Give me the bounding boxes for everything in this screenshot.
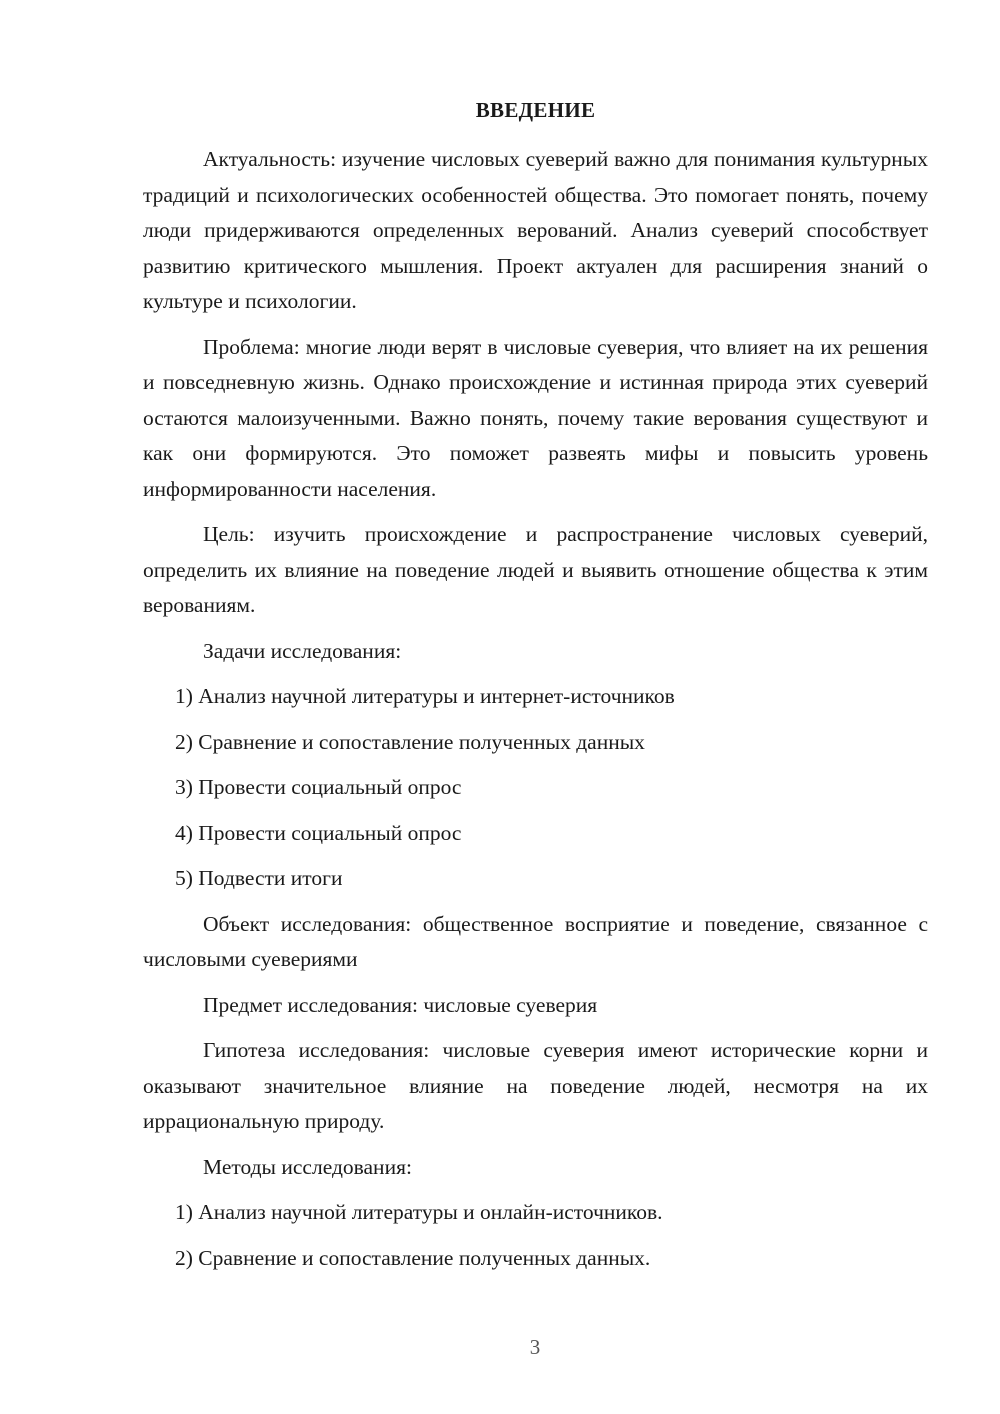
hypothesis-paragraph: Гипотеза исследования: числовые суеверия имеют исторические корни и оказывают значительное влияние на поведение людей, несмотря на их иррациональную природу. <box>143 1038 928 1133</box>
task-list-item: 2) Сравнение и сопоставление полученных данных <box>175 729 645 754</box>
method-list-item: 2) Сравнение и сопоставление полученных данных. <box>175 1245 651 1270</box>
document-body <box>143 142 928 1276</box>
subject-paragraph: Предмет исследования: числовые суеверия <box>203 992 598 1017</box>
page-number: 3 <box>529 1335 541 1359</box>
methods-heading: Методы исследования: <box>203 1154 412 1179</box>
object-paragraph: Объект исследования: общественное восприятие и поведение, связанное с числовыми суевериями <box>143 911 928 971</box>
task-list-item: 3) Провести социальный опрос <box>175 775 462 799</box>
goal-paragraph: Цель: изучить происхождение и распространение числовых суеверий, определить их влияние на поведение людей и выявить отношение общества к этим верованиям. <box>143 522 928 617</box>
page-title: ВВЕДЕНИЕ <box>475 98 596 122</box>
task-list-item: 4) Провести социальный опрос <box>175 820 462 845</box>
task-list-item: 5) Подвести итоги <box>175 866 343 890</box>
relevance-paragraph: Актуальность: изучение числовых суеверий важно для понимания культурных традиций и психологических особенностей общества. Это помогает понять, почему люди придерживаются определенных верований. Анализ суеверий способствует развитию критического мышления. Проект актуален для расширения знаний о культуре и психологии. <box>143 147 928 313</box>
task-list-item: 1) Анализ научной литературы и интернет-источников <box>175 684 675 708</box>
method-list-item: 1) Анализ научной литературы и онлайн-источников. <box>175 1200 663 1224</box>
tasks-heading: Задачи исследования: <box>203 638 402 663</box>
problem-paragraph: Проблема: многие люди верят в числовые суеверия, что влияет на их решения и повседневную жизнь. Однако происхождение и истинная природа этих суеверий остаются малоизученными. Важно понять, почему такие верования существуют и как они формируются. Это поможет развеять мифы и повысить уровень информированности населения. <box>143 334 928 501</box>
